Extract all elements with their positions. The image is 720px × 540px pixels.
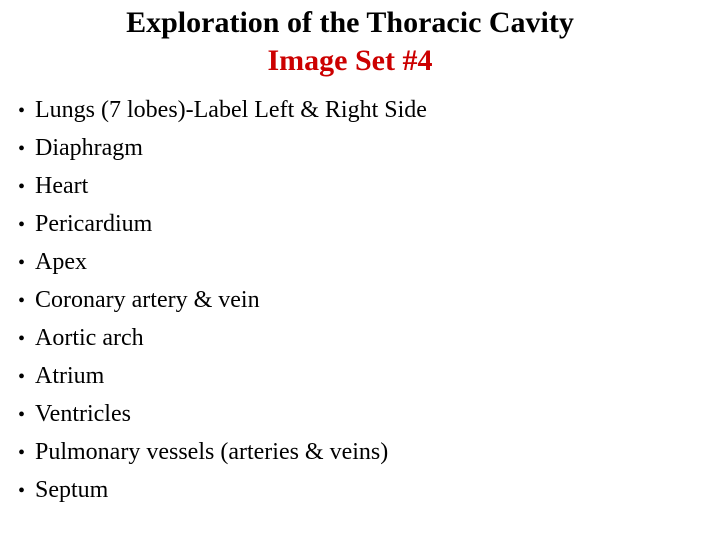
bullet-icon: •	[18, 176, 26, 198]
list-item-text: Pulmonary vessels (arteries & veins)	[35, 439, 389, 465]
title-subtitle: Image Set #4	[267, 44, 433, 77]
list-item-text: Coronary artery & vein	[35, 287, 260, 313]
title-main: Exploration of the Thoracic Cavity	[126, 6, 574, 39]
list-item-text: Ventricles	[35, 401, 131, 427]
list-item	[18, 130, 427, 168]
bullet-icon: •	[18, 442, 26, 464]
list-item	[18, 168, 427, 206]
list-item	[18, 320, 427, 358]
list-item	[18, 282, 427, 320]
bullet-icon: •	[18, 100, 26, 122]
list-item-text: Apex	[35, 249, 87, 275]
list-item-text: Septum	[35, 477, 109, 503]
bullet-icon: •	[18, 480, 26, 502]
list-item	[18, 396, 427, 434]
bullet-icon: •	[18, 366, 26, 388]
list-item	[18, 92, 427, 130]
bullet-icon: •	[18, 214, 26, 236]
bullet-list	[18, 92, 427, 510]
list-item	[18, 206, 427, 244]
bullet-icon: •	[18, 252, 26, 274]
bullet-icon: •	[18, 328, 26, 350]
bullet-icon: •	[18, 404, 26, 426]
bullet-icon: •	[18, 138, 26, 160]
slide-title	[0, 4, 700, 80]
list-item	[18, 472, 427, 510]
list-item	[18, 358, 427, 396]
list-item-text: Heart	[35, 173, 89, 199]
list-item-text: Pericardium	[35, 211, 153, 237]
list-item	[18, 244, 427, 282]
list-item-text: Atrium	[35, 363, 105, 389]
list-item	[18, 434, 427, 472]
list-item-text: Lungs (7 lobes)-Label Left & Right Side	[35, 97, 427, 123]
bullet-icon: •	[18, 290, 26, 312]
list-item-text: Diaphragm	[35, 135, 143, 161]
list-item-text: Aortic arch	[35, 325, 144, 351]
